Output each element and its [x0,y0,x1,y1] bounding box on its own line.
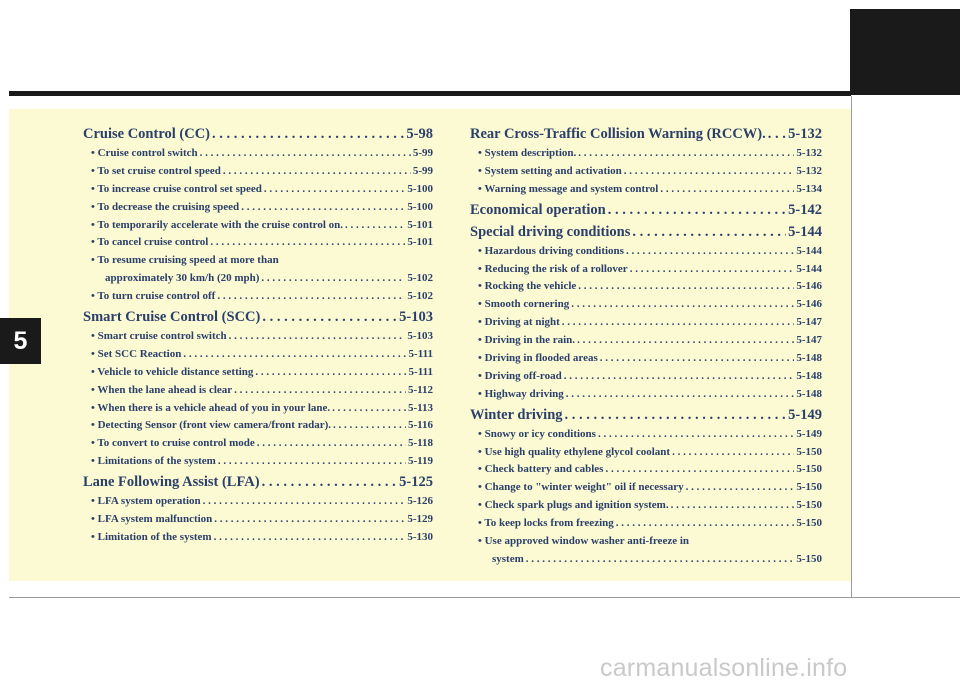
toc-page-number: 5-113 [407,401,433,414]
toc-entry-title: Rear Cross-Traffic Collision Warning (RCCW). [470,126,766,142]
toc-dot-leader [565,404,787,426]
toc-dot-leader [257,435,406,453]
toc-page-number: 5-147 [796,316,822,329]
toc-dot-leader [577,332,794,350]
toc-dot-leader [768,123,786,145]
toc-entry-title: • Reducing the risk of a rollover [478,262,628,275]
toc-entry-title: • Driving off-road [478,369,562,382]
toc-entry-title: • Vehicle to vehicle distance setting [91,365,254,378]
toc-dot-leader [262,471,398,493]
toc-dot-leader [332,400,406,418]
toc-entry-title: • Check spark plugs and ignition system. [478,499,669,512]
toc-page-number: 5-100 [407,200,433,213]
toc-page-number: 5-146 [796,280,822,293]
toc-dot-leader [218,453,406,471]
toc-page-number: 5-134 [796,182,822,195]
toc-dot-leader [214,529,406,547]
toc-dot-leader [616,515,795,533]
toc-entry-title: Cruise Control (CC) [83,126,210,142]
toc-sub-entry[interactable] [83,181,433,199]
toc-dot-leader [183,346,406,364]
toc-section-entry[interactable] [83,306,433,328]
toc-entry-title: • System description. [478,147,577,159]
toc-sub-entry[interactable] [83,400,433,418]
toc-entry-title: Economical operation [470,201,606,218]
toc-sub-entry[interactable] [470,444,822,462]
toc-dot-leader [234,382,406,400]
toc-page-number: 5-130 [407,530,433,543]
toc-sub-entry[interactable] [83,199,433,217]
toc-sub-entry[interactable] [83,417,433,435]
toc-page-number: 5-150 [796,499,822,512]
toc-entry-title: • To turn cruise control off [91,290,216,303]
toc-section-entry[interactable] [83,471,433,493]
toc-dot-leader [571,296,794,314]
toc-entry-title: • Highway driving [478,387,564,400]
toc-sub-entry[interactable] [83,529,433,547]
toc-sub-entry[interactable] [470,515,822,533]
toc-page-number: 5-103 [407,330,433,343]
toc-sub-entry[interactable] [470,461,822,479]
toc-page-number: 5-142 [788,201,822,218]
toc-page-number: 5-148 [796,387,822,400]
toc-entry-title: • Limitations of the system [91,455,216,468]
toc-dot-leader [660,181,794,199]
toc-sub-entry[interactable] [470,386,822,404]
toc-sub-entry[interactable] [470,497,822,515]
toc-dot-leader [261,270,405,288]
toc-section-entry[interactable] [470,199,822,221]
toc-entry-title: • When there is a vehicle ahead of you in your lane. [91,401,331,414]
toc-entry-title: Lane Following Assist (LFA) [83,474,260,491]
toc-page-number: 5-132 [796,147,822,159]
toc-dot-leader [626,243,794,261]
toc-entry-title: • Driving in the rain. [478,334,576,347]
toc-page-number: 5-99 [412,164,433,177]
toc-dot-leader [333,417,406,435]
toc-page-number: 5-100 [407,182,433,195]
toc-entry-title: approximately 30 km/h (20 mph) [105,272,260,285]
toc-dot-leader [598,426,794,444]
toc-dot-leader [672,444,794,462]
toc-left-column [83,123,433,547]
toc-section-entry[interactable] [470,404,822,426]
toc-page-number: 5-132 [796,164,822,177]
toc-entry-title: • To keep locks from freezing [478,517,614,530]
toc-entry-title: • Smart cruise control switch [91,330,227,343]
toc-dot-leader [605,461,794,479]
header-rule [9,91,851,96]
toc-sub-entry[interactable] [83,382,433,400]
toc-dot-leader [264,181,405,199]
toc-page-number: 5-102 [407,290,433,303]
toc-entry-title: system [492,552,524,565]
toc-entry-title: • Change to "winter weight" oil if necessary [478,481,684,494]
toc-entry-title: • Smooth cornering [478,298,570,311]
toc-sub-entry[interactable] [470,314,822,332]
toc-entry-title: • To temporarily accelerate with the cruise control on. [91,218,344,231]
toc-section-entry[interactable] [470,123,822,145]
toc-dot-leader [223,163,411,181]
toc-sub-entry[interactable] [83,252,433,270]
header-tab-block [850,9,960,95]
toc-entry-title: • Set SCC Reaction [91,347,182,360]
watermark: carmanualsonline.info [600,654,848,682]
toc-dot-leader [624,163,795,181]
toc-sub-entry[interactable] [83,217,433,235]
toc-sub-entry[interactable] [470,551,822,569]
toc-page-number: 5-148 [796,352,822,365]
toc-entry-title: • Detecting Sensor (front view camera/front radar). [91,419,331,432]
toc-dot-leader [671,497,795,515]
toc-dot-leader [200,145,411,163]
toc-page-number: 5-150 [796,463,822,476]
toc-dot-leader [217,288,405,306]
toc-entry-title: • To decrease the cruising speed [91,200,240,213]
toc-page-number: 5-111 [408,365,433,378]
toc-page-number: 5-146 [796,298,822,311]
toc-page-number: 5-118 [407,437,433,450]
toc-sub-entry[interactable] [470,533,822,551]
toc-page-number: 5-99 [412,147,433,159]
toc-entry-title: • Check battery and cables [478,463,604,476]
toc-page-number: 5-147 [796,334,822,347]
toc-sub-entry[interactable] [83,453,433,471]
toc-entry-title: • Hazardous driving conditions [478,244,624,257]
toc-page-number: 5-101 [407,218,433,231]
toc-dot-leader [632,221,786,243]
toc-page-number: 5-111 [408,347,433,360]
toc-entry-title: • Cruise control switch [91,147,198,159]
toc-entry-title: • To set cruise control speed [91,164,221,177]
toc-entry-title: • Limitation of the system [91,530,212,543]
toc-entry-title: • Driving in flooded areas [478,352,598,365]
toc-dot-leader [566,386,795,404]
toc-sub-entry[interactable] [470,350,822,368]
toc-dot-leader [212,123,404,145]
toc-page-number: 5-103 [399,309,433,326]
toc-sub-entry[interactable] [83,435,433,453]
toc-sub-entry[interactable] [470,243,822,261]
toc-sub-entry[interactable] [470,261,822,279]
toc-sub-entry[interactable] [83,163,433,181]
toc-sub-entry[interactable] [470,145,822,163]
toc-dot-leader [241,199,405,217]
toc-dot-leader [686,479,795,497]
toc-sub-entry[interactable] [470,479,822,497]
toc-sub-entry[interactable] [83,328,433,346]
toc-entry-title: • When the lane ahead is clear [91,383,233,396]
toc-dot-leader [210,234,405,252]
margin-divider [851,96,852,598]
toc-dot-leader [345,217,405,235]
margin-column [851,96,960,581]
toc-page-number: 5-132 [788,126,822,142]
toc-page-number: 5-150 [796,517,822,530]
toc-dot-leader [564,368,795,386]
toc-entry-title: • To resume cruising speed at more than [91,254,279,267]
toc-entry-title: • Use high quality ethylene glycol coolant [478,445,671,458]
toc-dot-leader [203,493,406,511]
toc-entry-title: Smart Cruise Control (SCC) [83,309,261,326]
toc-sub-entry[interactable] [470,296,822,314]
toc-sub-entry[interactable] [470,181,822,199]
toc-entry-title: • Warning message and system control [478,182,659,195]
toc-sub-entry[interactable] [83,288,433,306]
toc-dot-leader [630,261,795,279]
toc-page-number: 5-144 [796,244,822,257]
toc-sub-entry[interactable] [83,234,433,252]
toc-sub-entry[interactable] [83,346,433,364]
toc-dot-leader [562,314,795,332]
toc-page-number: 5-129 [407,513,433,526]
toc-dot-leader [526,551,795,569]
toc-sub-entry[interactable] [470,163,822,181]
toc-right-column [470,123,822,569]
toc-page-number: 5-98 [406,126,433,142]
toc-page-number: 5-149 [796,427,822,440]
toc-dot-leader [255,364,406,382]
toc-dot-leader [229,328,406,346]
toc-entry-title: • LFA system operation [91,495,201,508]
toc-page-number: 5-101 [407,236,433,249]
toc-entry-title: • Rocking the vehicle [478,280,577,293]
toc-page-number: 5-102 [407,272,433,285]
toc-page-number: 5-116 [407,419,433,432]
toc-page-number: 5-149 [788,406,822,423]
toc-sub-entry[interactable] [470,426,822,444]
toc-page-number: 5-125 [399,474,433,491]
toc-section-entry[interactable] [470,221,822,243]
toc-page-number: 5-144 [788,223,822,240]
toc-dot-leader [578,145,794,163]
toc-entry-title: • To increase cruise control set speed [91,182,262,195]
toc-sub-entry[interactable] [83,270,433,288]
toc-page-number: 5-119 [407,455,433,468]
toc-page-number: 5-144 [796,262,822,275]
toc-dot-leader [262,306,397,328]
toc-entry-title: • LFA system malfunction [91,513,213,526]
toc-page-number: 5-126 [407,495,433,508]
toc-dot-leader [608,199,786,221]
toc-entry-title: • Driving at night [478,316,560,329]
toc-entry-title: Special driving conditions [470,223,631,240]
toc-page-number: 5-150 [796,552,822,565]
toc-sub-entry[interactable] [83,493,433,511]
toc-entry-title: Winter driving [470,406,563,423]
toc-section-entry[interactable] [83,123,433,145]
footer-rule [9,597,960,598]
toc-entry-title: • Use approved window washer anti-freeze in [478,535,690,548]
toc-entry-title: • Snowy or icy conditions [478,427,596,440]
toc-dot-leader [600,350,795,368]
toc-sub-entry[interactable] [470,332,822,350]
toc-entry-title: • System setting and activation [478,164,622,177]
toc-sub-entry[interactable] [83,364,433,382]
toc-entry-title: • To convert to cruise control mode [91,437,255,450]
toc-sub-entry[interactable] [470,368,822,386]
chapter-number-tab: 5 [0,318,41,364]
toc-page-number: 5-150 [796,445,822,458]
toc-sub-entry[interactable] [83,145,433,163]
toc-entry-title: • To cancel cruise control [91,236,209,249]
toc-sub-entry[interactable] [470,278,822,296]
toc-page-number: 5-148 [796,369,822,382]
toc-page-number: 5-150 [796,481,822,494]
toc-dot-leader [214,511,405,529]
toc-page-number: 5-112 [407,383,433,396]
toc-dot-leader [578,278,794,296]
toc-sub-entry[interactable] [83,511,433,529]
